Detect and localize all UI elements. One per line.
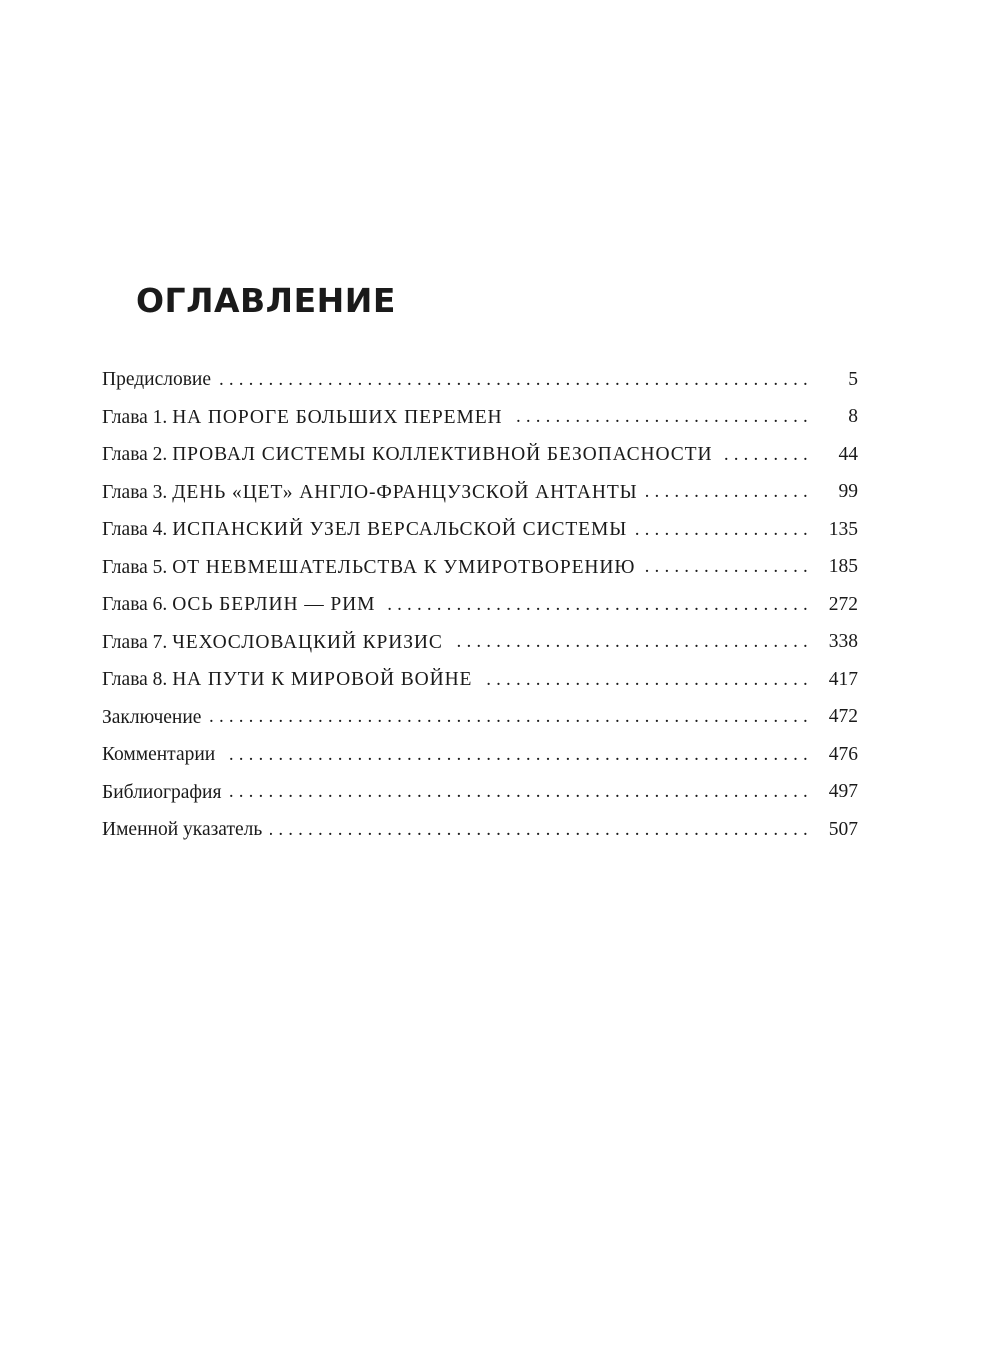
toc-entry-text	[102, 520, 635, 540]
toc-entry-leader	[102, 361, 808, 399]
toc-entry-text	[102, 483, 646, 503]
page-title: ОГЛАВЛЕНИЕ	[136, 281, 396, 320]
toc-page-number: 5	[848, 368, 858, 390]
toc-entry-leader	[102, 399, 808, 437]
toc-page-number: 185	[828, 556, 858, 578]
toc-page-number: 497	[828, 781, 858, 803]
toc-page-number: 8	[848, 406, 858, 428]
toc-entry[interactable]	[102, 774, 858, 812]
toc-entry[interactable]	[102, 811, 858, 849]
toc-entry[interactable]	[102, 699, 858, 737]
toc-chapter-number: Глава 1.	[102, 406, 173, 428]
toc-entry[interactable]	[102, 436, 858, 474]
toc-entry[interactable]	[102, 586, 858, 624]
toc-page-number: 99	[838, 481, 858, 503]
toc-entry-text	[102, 595, 383, 615]
toc-chapter-number: Глава 7.	[102, 631, 173, 653]
toc-chapter-number: Глава 3.	[102, 481, 173, 503]
toc-entry[interactable]	[102, 624, 858, 662]
toc-entry-title: НА ПУТИ К МИРОВОЙ ВОЙНЕ	[172, 669, 473, 690]
toc-entry-text	[102, 708, 209, 728]
toc-entry-title: ОСЬ БЕРЛИН — РИМ	[172, 594, 376, 615]
toc-entry[interactable]	[102, 361, 858, 399]
toc-entry-title: Предисловие	[102, 369, 212, 390]
toc-entry[interactable]	[102, 661, 858, 699]
toc-entry-title: Заключение	[102, 706, 202, 728]
toc-entry-text	[102, 408, 511, 428]
toc-entry[interactable]	[102, 511, 858, 549]
toc-entry-text	[102, 820, 270, 840]
toc-entry-leader	[102, 511, 808, 549]
toc-entry-title: Именной указатель	[102, 819, 263, 840]
toc-page-number: 472	[828, 706, 858, 728]
toc-entry-leader	[102, 811, 808, 849]
toc-chapter-number: Глава 8.	[102, 669, 173, 690]
toc-entry-title: ЧЕХОСЛОВАЦКИЙ КРИЗИС	[172, 631, 443, 653]
toc-page-number: 135	[828, 518, 858, 540]
toc-entry-text	[102, 783, 229, 803]
toc-entry-leader	[102, 436, 808, 474]
toc-entry-text	[102, 370, 219, 390]
toc-entry[interactable]	[102, 474, 858, 512]
toc-entry-leader	[102, 586, 808, 624]
toc-entry-title: ИСПАНСКИЙ УЗЕЛ ВЕРСАЛЬСКОЙ СИСТЕМЫ	[172, 519, 628, 540]
toc-page-number: 44	[838, 443, 858, 465]
toc-entry-title: Библиография	[102, 781, 222, 803]
table-of-contents	[102, 361, 858, 849]
toc-entry-text	[102, 745, 223, 765]
toc-page-number: 417	[828, 668, 858, 690]
toc-entry-leader	[102, 549, 808, 587]
toc-page-number: 338	[828, 631, 858, 653]
toc-entry-text	[102, 558, 643, 578]
toc-entry-leader	[102, 699, 808, 737]
toc-entry-leader	[102, 474, 808, 512]
toc-entry[interactable]	[102, 399, 858, 437]
toc-chapter-number: Глава 6.	[102, 594, 173, 615]
toc-entry-text	[102, 633, 451, 653]
toc-entry-text	[102, 445, 720, 465]
toc-entry-title: ДЕНЬ «ЦЕТ» АНГЛО-ФРАНЦУЗСКОЙ АНТАНТЫ	[172, 481, 638, 503]
toc-entry[interactable]	[102, 736, 858, 774]
toc-entry-leader	[102, 624, 808, 662]
toc-entry-text	[102, 670, 480, 690]
toc-page-number: 507	[828, 818, 858, 840]
toc-chapter-number: Глава 4.	[102, 519, 173, 540]
toc-entry-leader	[102, 736, 808, 774]
toc-entry-leader	[102, 774, 808, 812]
toc-entry-leader	[102, 661, 808, 699]
toc-page-number: 476	[828, 743, 858, 765]
toc-entry[interactable]	[102, 549, 858, 587]
toc-entry-title: ПРОВАЛ СИСТЕМЫ КОЛЛЕКТИВНОЙ БЕЗОПАСНОСТИ	[172, 444, 713, 465]
toc-page-number: 272	[828, 593, 858, 615]
toc-entry-title: ОТ НЕВМЕШАТЕЛЬСТВА К УМИРОТВОРЕНИЮ	[172, 556, 636, 578]
toc-chapter-number: Глава 5.	[102, 556, 173, 578]
toc-entry-title: НА ПОРОГЕ БОЛЬШИХ ПЕРЕМЕН	[172, 406, 503, 428]
toc-entry-title: Комментарии	[102, 744, 216, 765]
toc-chapter-number: Глава 2.	[102, 444, 173, 465]
